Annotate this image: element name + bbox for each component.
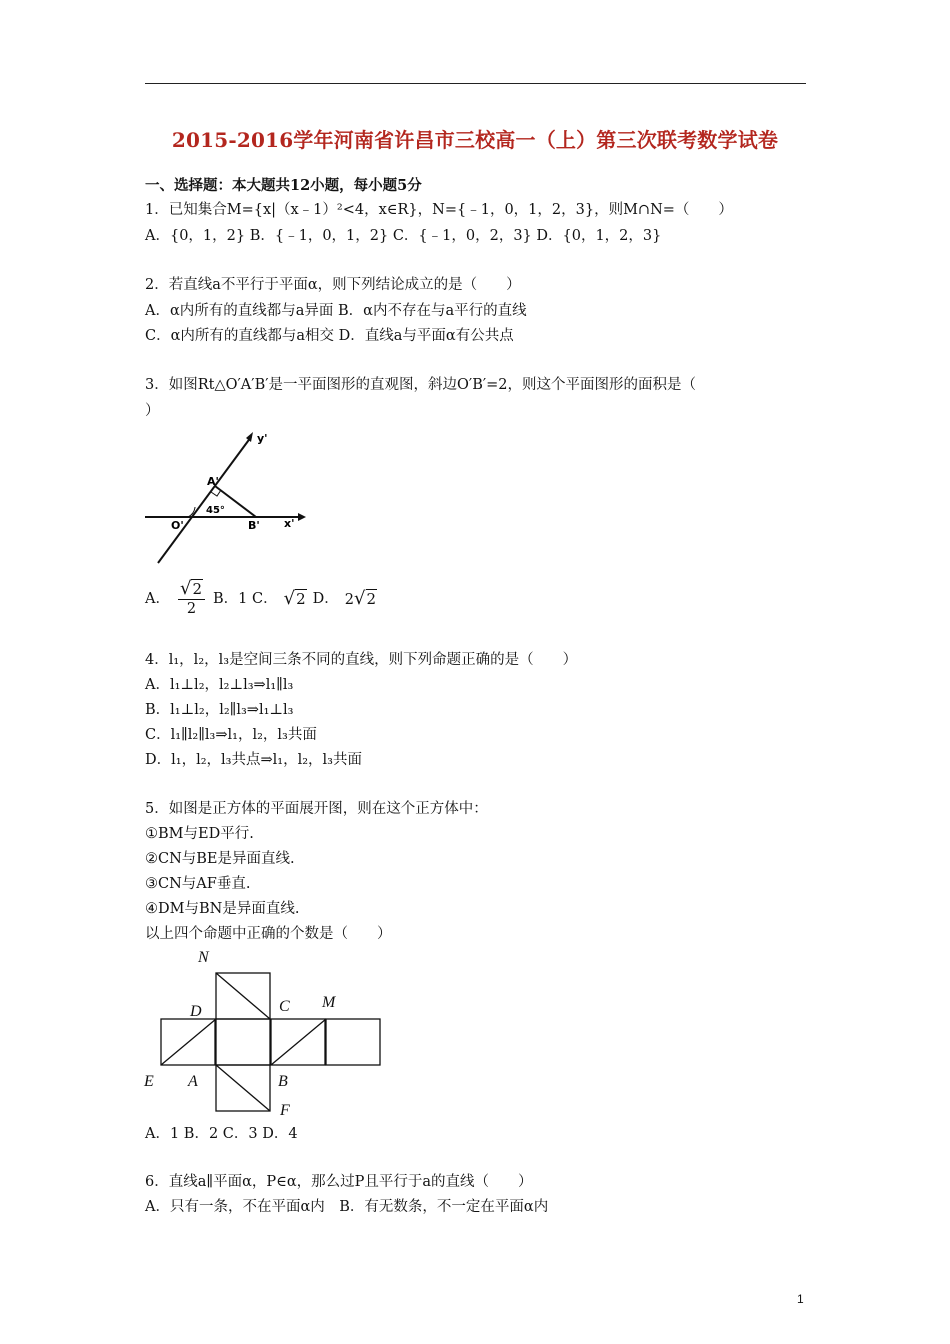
q4-option-d: D．l₁，l₂，l₃共点⇒l₁，l₂，l₃共面 [145,752,362,768]
q3-opt-a-fraction: $\frac{√2}{2}$ [178,580,205,618]
y-axis-arrow [246,432,253,442]
point-o-label: O' [171,519,184,532]
q3-opt-d-rad: 2 [366,589,377,608]
q5-statement-3: ③CN与AF垂直. [145,876,251,892]
q3-opt-b: B．1 C． [213,591,278,607]
q1-options: A．{0，1，2} B．{﹣1，0，1，2} C．{﹣1，0，2，3} D．{0，1，2，3} [145,228,662,244]
q3-opt-a-num: 2 [192,580,203,598]
q6-stem: 6．直线a∥平面α，P∈α，那么过P且平行于a的直线（ ） [145,1174,533,1190]
diag-3 [271,1019,326,1065]
header-rule [145,83,806,84]
q2-stem: 2．若直线a不平行于平面α，则下列结论成立的是（ ） [145,277,521,293]
label-e: E [144,1073,154,1090]
q5-cube-net-figure [140,945,390,1120]
label-b: B [278,1073,288,1090]
diag-1 [161,1019,216,1065]
label-c: C [279,998,290,1015]
net-face-4 [326,1019,380,1065]
x-axis-label: x' [284,517,295,530]
q3-opt-d-prefix: D． [312,591,339,607]
point-a-label: A' [207,475,219,488]
label-f: F [280,1102,290,1119]
q3-opt-d-value: 2√2 [344,587,377,609]
q5-options: A．1 B．2 C．3 D．4 [145,1126,298,1142]
diag-top [216,973,270,1019]
point-b-label: B' [248,519,260,532]
label-a: A [188,1073,198,1090]
q4-option-a: A．l₁⊥l₂，l₂⊥l₃⇒l₁∥l₃ [145,677,294,693]
q3-opt-c-rad: 2 [296,589,306,608]
q3-options [145,580,377,618]
q3-opt-c-sqrt: √2 [283,587,306,609]
label-n: N [198,949,209,966]
q2-options-ab: A．α内所有的直线都与a异面 B．α内不存在与a平行的直线 [145,303,527,319]
x-axis-arrow [298,513,306,521]
diag-bottom [216,1065,270,1111]
q3-opt-a-den: 2 [186,601,197,617]
label-d: D [190,1003,202,1020]
q5-statement-2: ②CN与BE是异面直线. [145,851,295,867]
q4-option-c: C．l₁∥l₂∥l₃⇒l₁，l₂，l₃共面 [145,727,317,743]
label-m: M [322,994,336,1011]
q2-options-cd: C．α内所有的直线都与a相交 D．直线a与平面α有公共点 [145,328,514,344]
y-axis-line [158,437,251,563]
angle-label: 45° [206,505,225,516]
net-face-2 [216,1019,270,1065]
q3-stem-line1: 3．如图Rt△O′A′B′是一平面图形的直观图，斜边O′B′=2，则这个平面图形的面积是（ [145,377,697,393]
q3-stem-line2: ） [145,403,160,419]
page-number: 1 [797,1292,804,1306]
q6-options-ab: A．只有一条，不在平面α内 B．有无数条，不一定在平面α内 [145,1199,549,1215]
q4-stem: 4．l₁，l₂，l₃是空间三条不同的直线，则下列命题正确的是（ ） [145,652,578,668]
q5-question: 以上四个命题中正确的个数是（ ） [145,926,392,942]
page-title: 2015-2016学年河南省许昌市三校高一（上）第三次联考数学试卷 [171,128,779,152]
q3-opt-a-prefix: A． [145,591,170,607]
q1-stem: 1．已知集合M={x|（x﹣1）²<4，x∈R}，N={﹣1，0，1，2，3}，则M∩N=（ ） [145,202,733,218]
y-axis-label: y' [257,432,268,445]
right-angle-mark [211,490,221,496]
q5-statement-1: ①BM与ED平行. [145,826,254,842]
q3-opt-d-coef: 2 [344,591,355,608]
section-heading: 一、选择题：本大题共12小题，每小题5分 [145,177,422,194]
q4-option-b: B．l₁⊥l₂，l₂∥l₃⇒l₁⊥l₃ [145,702,294,718]
q5-stem: 5．如图是正方体的平面展开图，则在这个正方体中： [145,801,488,817]
q5-statement-4: ④DM与BN是异面直线. [145,901,300,917]
q3-oblique-figure [140,428,310,568]
